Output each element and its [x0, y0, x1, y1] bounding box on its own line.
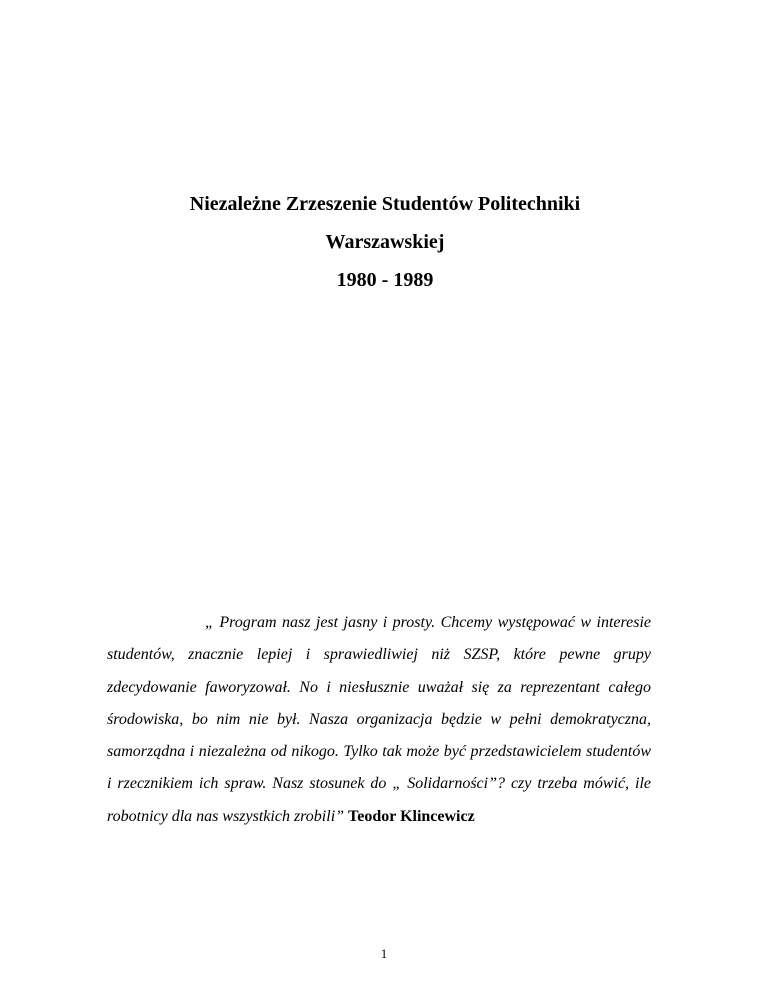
title-line-1: Niezależne Zrzeszenie Studentów Politechniki — [189, 193, 581, 215]
title-years: 1980 - 1989 — [336, 269, 434, 291]
quote-text: „ Program nasz jest jasny i prosty. Chcemy występować w interesie studentów, znacznie lepiej i sprawiedliwiej niż SZSP, które pewne grupy zdecydowanie faworyzował. No i niesłusznie uważał się za reprezentant całego środowiska, bo nim nie był. Nasza organizacja będzie w pełni demokratyczna, samorządna i niezależna od nikogo. Tylko tak może być przedstawicielem studentów i rzecznikiem ich spraw. Nasz stosunek do „ Solidarności”? czy trzeba mówić, ile robotnicy dla nas wszystkich zrobili” — [107, 614, 651, 825]
quote-author: Teodor Klincewicz — [348, 807, 475, 825]
title-line-2: Warszawskiej — [325, 231, 445, 253]
epigraph-quote — [107, 607, 651, 833]
document-title — [110, 185, 660, 299]
page-number: 1 — [380, 946, 388, 961]
